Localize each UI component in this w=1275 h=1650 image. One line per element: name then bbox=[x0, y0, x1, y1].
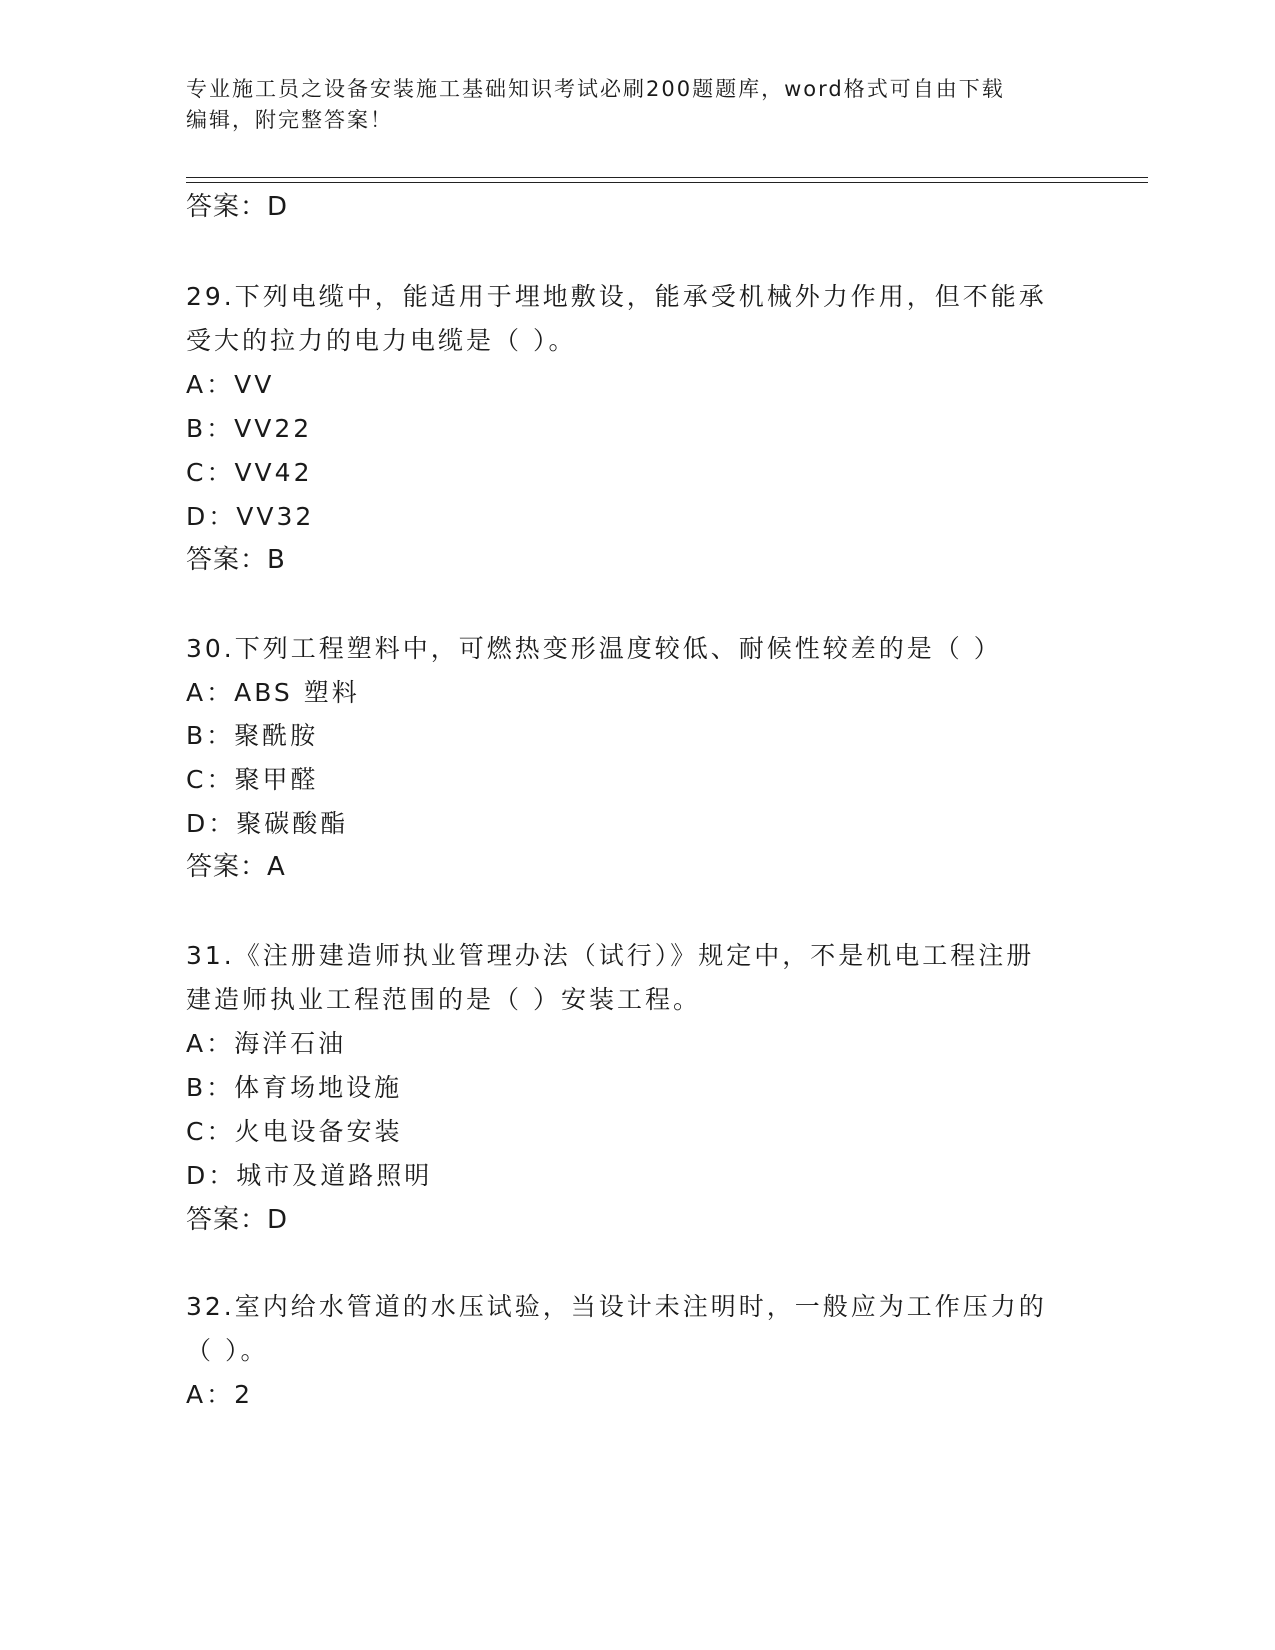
question-31-stem-line-1: 31.《注册建造师执业管理办法（试行）》规定中，不是机电工程注册 bbox=[186, 941, 1035, 970]
question-29-option-a: A：VV bbox=[186, 370, 275, 399]
question-31-option-d: D：城市及道路照明 bbox=[186, 1161, 433, 1190]
question-32-option-a: A：2 bbox=[186, 1380, 254, 1409]
document-header: 专业施工员之设备安装施工基础知识考试必刷200题题库，word格式可自由下载 编辑，附完整答案！ bbox=[186, 77, 1005, 132]
question-31-option-c: C：火电设备安装 bbox=[186, 1117, 403, 1146]
question-30-option-d: D：聚碳酸酯 bbox=[186, 809, 349, 838]
question-29-option-d: D：VV32 bbox=[186, 502, 315, 531]
question-30-option-b: B：聚酰胺 bbox=[186, 721, 319, 750]
question-32-stem-line-2: （ ）。 bbox=[186, 1336, 269, 1365]
question-31-option-a: A：海洋石油 bbox=[186, 1029, 347, 1058]
question-30-option-c: C：聚甲醛 bbox=[186, 765, 319, 794]
answer-q28: 答案：D bbox=[186, 192, 289, 222]
question-29-stem-line-1: 29.下列电缆中，能适用于埋地敷设，能承受机械外力作用，但不能承 bbox=[186, 282, 1047, 311]
question-29-option-c: C：VV42 bbox=[186, 458, 313, 487]
question-29-answer: 答案：B bbox=[186, 545, 286, 575]
question-30-stem-line-1: 30.下列工程塑料中，可燃热变形温度较低、耐候性较差的是（ ） bbox=[186, 634, 1002, 663]
question-31-stem-line-2: 建造师执业工程范围的是（ ）安装工程。 bbox=[186, 985, 701, 1014]
question-29-stem-line-2: 受大的拉力的电力电缆是（ ）。 bbox=[186, 326, 577, 355]
question-31-option-b: B：体育场地设施 bbox=[186, 1073, 403, 1102]
question-30-answer: 答案：A bbox=[186, 852, 286, 882]
header-divider-top bbox=[186, 177, 1148, 178]
question-31-answer: 答案：D bbox=[186, 1205, 289, 1235]
question-30-option-a: A：ABS 塑料 bbox=[186, 678, 360, 707]
question-32-stem-line-1: 32.室内给水管道的水压试验，当设计未注明时，一般应为工作压力的 bbox=[186, 1292, 1047, 1321]
header-divider-bottom bbox=[186, 182, 1148, 183]
question-29-option-b: B：VV22 bbox=[186, 414, 313, 443]
